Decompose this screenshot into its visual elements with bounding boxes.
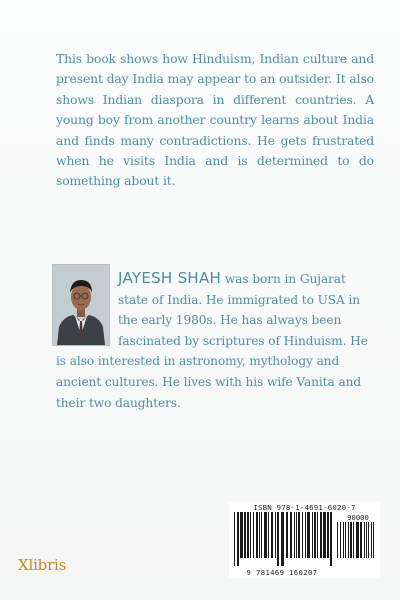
isbn-label: ISBN 978-1-4691-6020-7 <box>253 503 356 512</box>
barcode-bars <box>233 512 335 566</box>
addon-barcode-bars <box>336 522 376 566</box>
publisher-logo: Xlibris <box>18 556 67 574</box>
price-code: 90000 <box>347 513 369 522</box>
book-blurb: This book shows how Hinduism, Indian culture and present day India may appear to an outsider. It also shows Indian diaspora in different countries. A young boy from another country learns about India and finds many contradictions. He gets frustrated when he visits India and is determined to do something about it. <box>56 51 374 189</box>
isbn-barcode <box>229 502 380 578</box>
barcode-digits: 9 781469 160207 <box>246 568 318 577</box>
author-bio: was born in Gujarat state of India. He immigrated to USA in the early 1980s. He has always been fascinated by scriptures of Hinduism. He is also interested in astronomy, mythology and ancient cultures. He lives with his wife Vanita and their two daughters. <box>56 272 368 410</box>
author-bio-paragraph <box>56 268 374 413</box>
author-name: JAYESH SHAH <box>118 269 222 287</box>
